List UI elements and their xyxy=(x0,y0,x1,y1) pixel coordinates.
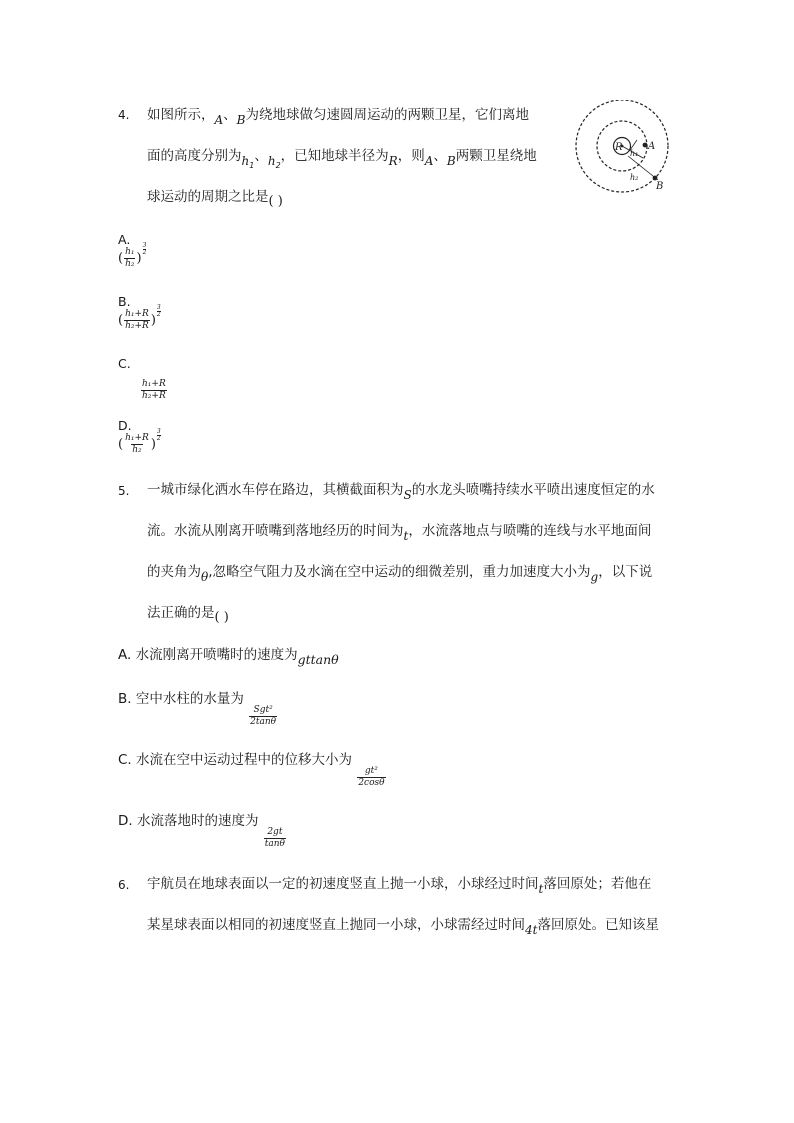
label-h1: h₁ xyxy=(630,149,639,158)
option-c-expression: $\frac{\text{gt²}}{2\cos\theta}$ xyxy=(358,766,385,788)
question-6-line-1: 宇航员在地球表面以一定的初速度竖直上抛一小球，小球经过时间t落回原处；若他在 xyxy=(147,876,652,896)
question-5-line-4: 法正确的是( ) xyxy=(147,605,229,625)
q5-option-b[interactable]: B. 空中水柱的水量为 $\frac{\text{Sgt²}}{2\tan\theta}$ xyxy=(118,691,277,727)
q4-option-a[interactable]: A. ( $\frac{\text{h₁}}{\text{h₂}}$ ) 3 2 xyxy=(118,232,147,269)
question-5-line-2: 流。水流从刚离开喷嘴到落地经历的时间为t，水流落地点与喷嘴的连线与水平地面间 xyxy=(147,523,652,543)
option-c-expression: $\frac{\text{h₁+R}}{\text{h₂+R}}$ xyxy=(142,379,166,401)
question-4-line-2: 面的高度分别为$h_1$、$h_2$，已知地球半径为R，则A、B两颗卫星绕地 xyxy=(147,148,537,170)
question-4-line-3: 球运动的周期之比是( ) xyxy=(147,189,283,209)
q5-option-d[interactable]: D. 水流落地时的速度为 $\frac{2gt}{\tan\theta}$ xyxy=(118,813,285,849)
label-b: B xyxy=(656,181,664,192)
q4-option-c[interactable]: C. $\frac{\text{h₁+R}}{\text{h₂+R}}$ xyxy=(118,356,166,401)
option-a-expression: ( $\frac{\text{h₁}}{\text{h₂}}$ ) 3 2 xyxy=(118,242,147,269)
orbit-diagram xyxy=(570,100,680,200)
question-number: 4. xyxy=(118,108,130,122)
q5-option-c[interactable]: C. 水流在空中运动过程中的位移大小为 $\frac{\text{gt²}}{2\cos\theta}$ xyxy=(118,752,385,788)
question-5-line-3: 的夹角为θ,忽略空气阻力及水滴在空中运动的细微差别，重力加速度大小为g，以下说 xyxy=(147,564,653,584)
question-5-line-1: 一城市绿化洒水车停在路边，其横截面积为S的水龙头喷嘴持续水平喷出速度恒定的水 xyxy=(147,482,655,502)
label-r: R xyxy=(615,142,623,153)
satellite-a xyxy=(643,143,648,148)
q5-option-a[interactable]: A. 水流刚离开喷嘴时的速度为gttanθ xyxy=(118,647,339,667)
q4-option-d[interactable]: D. ( $\frac{\text{h₁+R}}{\text{h₂}}$ ) 3 2 xyxy=(118,418,161,455)
option-d-expression: $\frac{2gt}{\tan\theta}$ xyxy=(264,827,285,849)
question-4-line-1: 如图所示，A、B为绕地球做匀速圆周运动的两颗卫星，它们离地 xyxy=(147,107,529,127)
question-number: 6. xyxy=(118,878,130,892)
label-a: A xyxy=(648,141,656,152)
option-b-expression: $\frac{\text{Sgt²}}{2\tan\theta}$ xyxy=(250,705,277,727)
option-b-expression: ( $\frac{\text{h₁+R}}{\text{h₂+R}}$ ) 3 2 xyxy=(118,304,161,331)
label-h2: h₂ xyxy=(630,173,639,182)
question-number: 5. xyxy=(118,484,130,498)
question-6-line-2: 某星球表面以相同的初速度竖直上抛同一小球，小球需经过时间4t落回原处。已知该星 xyxy=(147,917,659,937)
q4-option-b[interactable]: B. ( $\frac{\text{h₁+R}}{\text{h₂+R}}$ ) 3 2 xyxy=(118,294,161,331)
satellite-b xyxy=(653,176,658,181)
option-d-expression: ( $\frac{\text{h₁+R}}{\text{h₂}}$ ) 3 2 xyxy=(118,428,161,455)
